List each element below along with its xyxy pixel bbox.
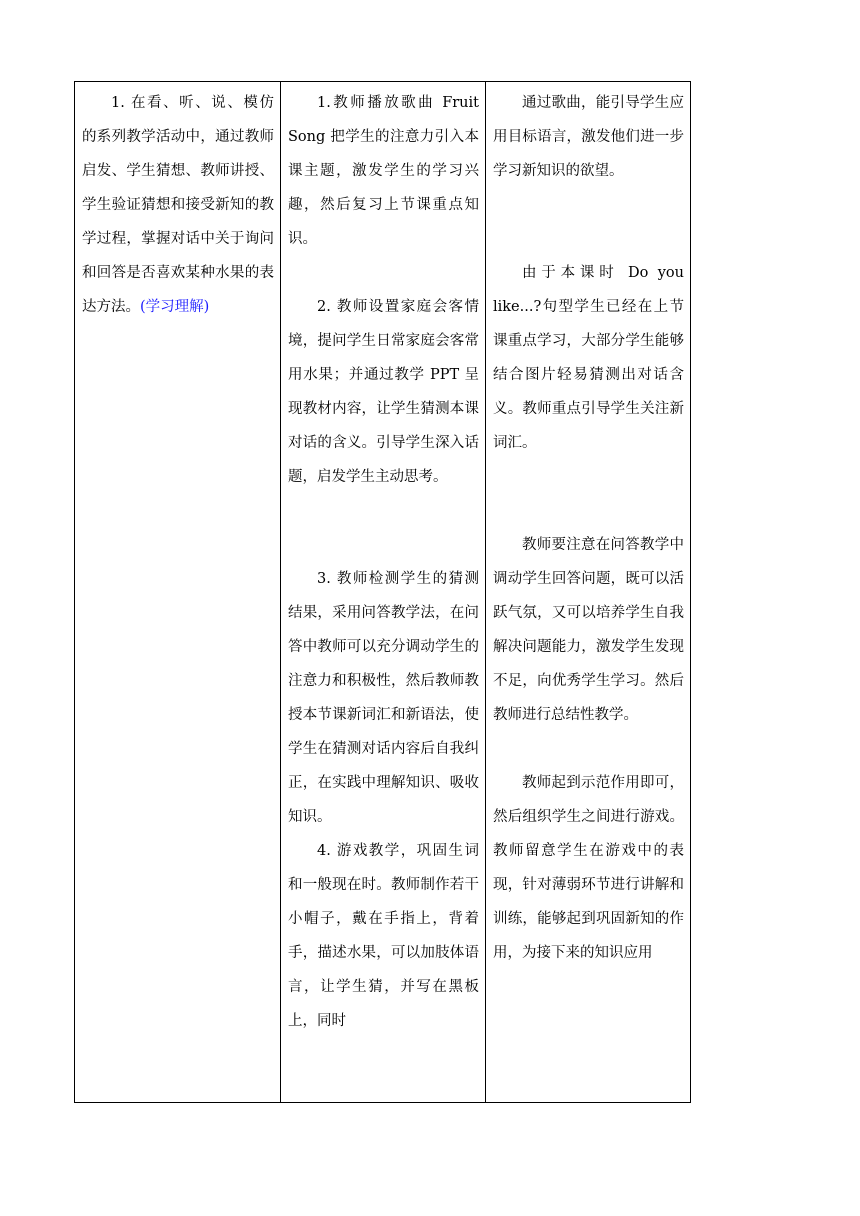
- spacer: [288, 494, 479, 562]
- objective-paragraph: [82, 86, 274, 324]
- spacer: [493, 732, 684, 766]
- spacer: [288, 256, 479, 290]
- objective-tag: (学习理解): [140, 299, 210, 315]
- rationale-4: 教师起到示范作用即可，然后组织学生之间进行游戏。教师留意学生在游戏中的表现，针对薄弱环节进行讲解和训练，能够起到巩固新知的作用，为接下来的知识应用: [493, 775, 684, 961]
- lesson-plan-table: [74, 81, 691, 1103]
- table-row: [75, 82, 691, 1103]
- activity-4: 4. 游戏教学，巩固生词和一般现在时。教师制作若干小帽子，戴在手指上，背着手，描述水果，可以加肢体语言，让学生猜，并写在黑板上，同时: [288, 843, 479, 1029]
- activity-3: 3. 教师检测学生的猜测结果，采用问答教学法，在问答中教师可以充分调动学生的注意力和积极性，然后教师教授本节课新词汇和新语法，使学生在猜测对话内容后自我纠正，在实践中理解知识、吸收知识。: [288, 571, 479, 825]
- rationale-2: 由于本课时 Do you like...?句型学生已经在上节课重点学习，大部分学生能够结合图片轻易猜测出对话含义。教师重点引导学生关注新词汇。: [493, 265, 684, 451]
- activity-1: 1.教师播放歌曲 Fruit Song 把学生的注意力引入本课主题，激发学生的学习兴趣，然后复习上节课重点知识。: [288, 95, 479, 247]
- objective-text: 1. 在看、听、说、模仿的系列教学活动中，通过教师启发、学生猜想、教师讲授、学生验证猜想和接受新知的教学过程，掌握对话中关于询问和回答是否喜欢某种水果的表达方法。: [82, 95, 274, 315]
- rationale-cell: [486, 82, 691, 1103]
- rationale-3: 教师要注意在问答教学中调动学生回答问题，既可以活跃气氛，又可以培养学生自我解决问题能力，激发学生发现不足，向优秀学生学习。然后教师进行总结性教学。: [493, 537, 684, 723]
- activity-2: 2. 教师设置家庭会客情境，提问学生日常家庭会客常用水果；并通过教学 PPT 呈现教材内容，让学生猜测本课对话的含义。引导学生深入话题，启发学生主动思考。: [288, 299, 479, 485]
- objective-cell: [75, 82, 281, 1103]
- rationale-1: 通过歌曲，能引导学生应用目标语言，激发他们进一步学习新知识的欲望。: [493, 95, 684, 179]
- activity-cell: [281, 82, 486, 1103]
- spacer: [493, 460, 684, 528]
- spacer: [493, 188, 684, 256]
